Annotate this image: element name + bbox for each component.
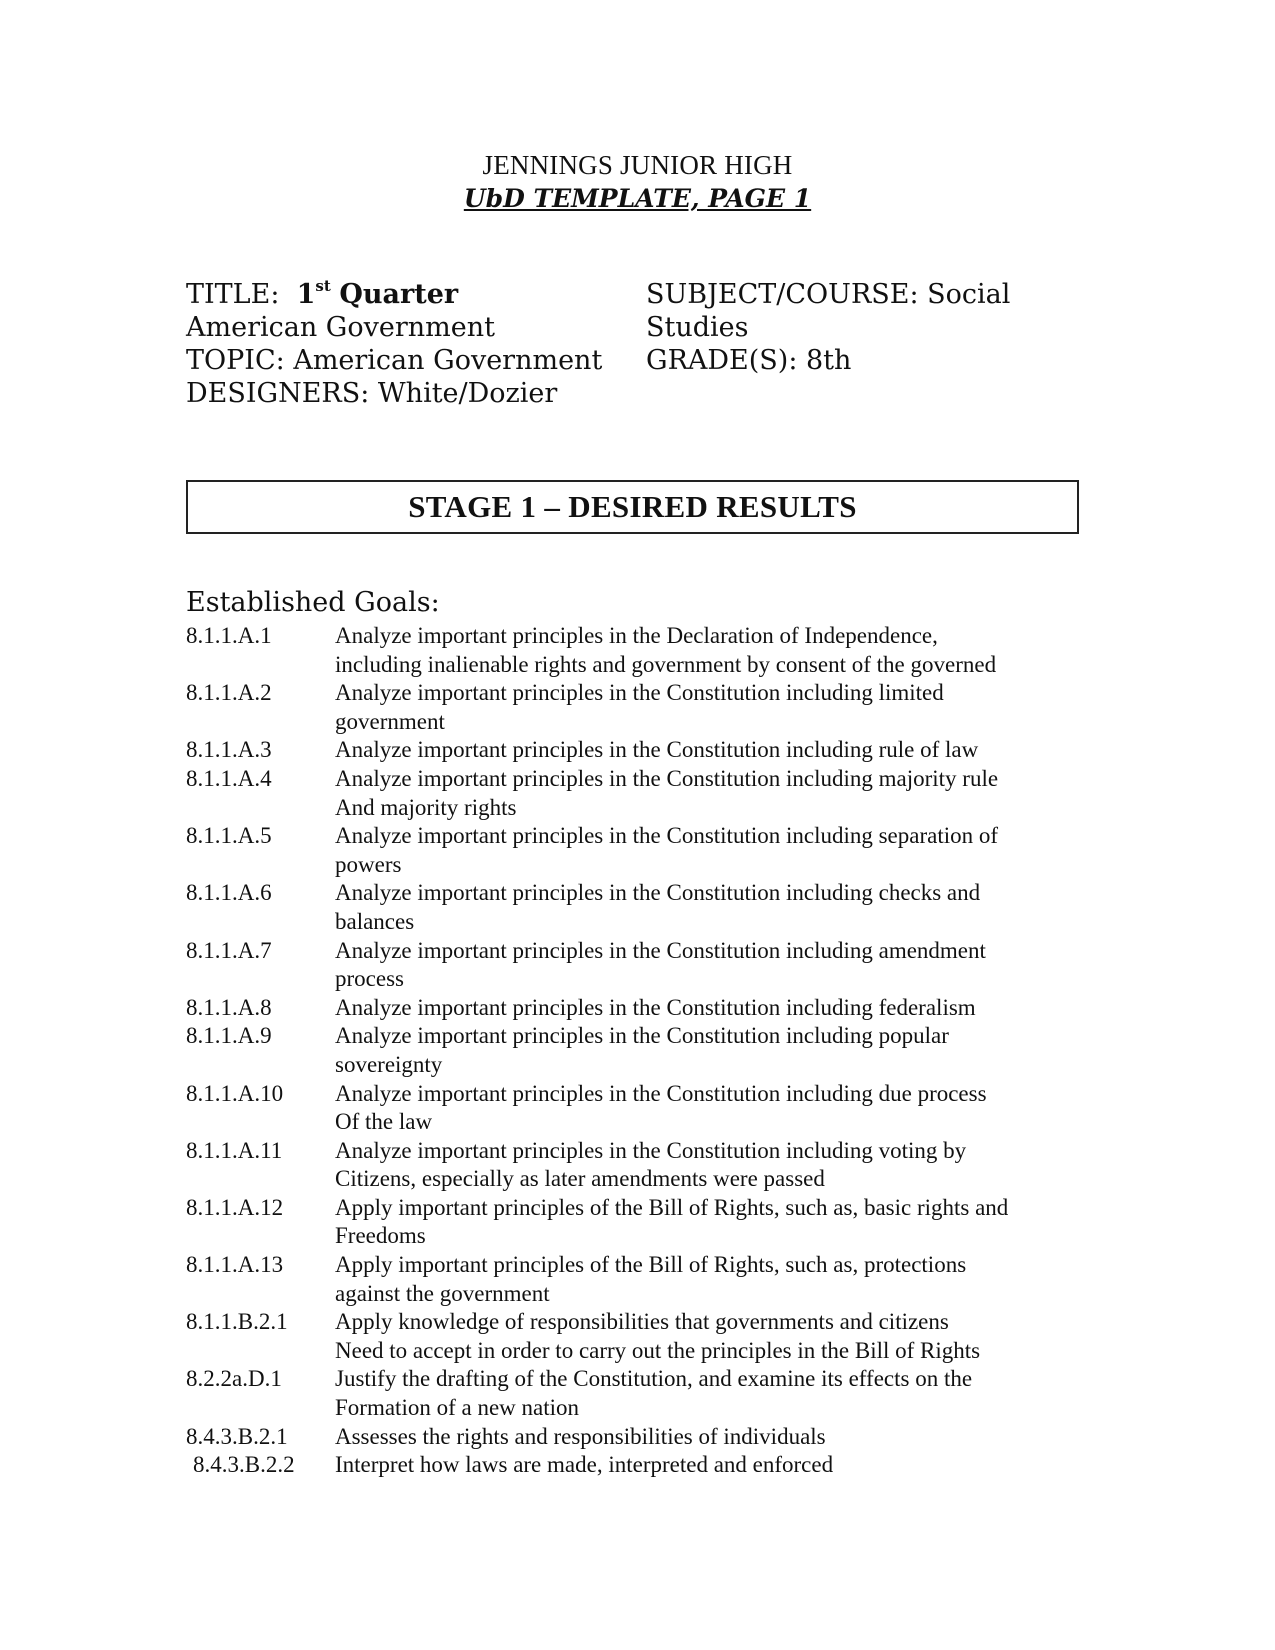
stage-title-box bbox=[186, 480, 1079, 534]
goal-text: Apply important principles of the Bill of Rights, such as, basic rights and Freedoms bbox=[335, 1194, 1009, 1249]
goal-item bbox=[186, 1365, 1086, 1422]
page-header bbox=[0, 148, 1275, 216]
title-label: TITLE: bbox=[186, 279, 280, 310]
goal-code: 8.1.1.A.1 bbox=[186, 623, 272, 648]
goal-item bbox=[186, 1251, 1086, 1308]
goal-code: 8.1.1.B.2.1 bbox=[186, 1309, 288, 1335]
goal-code: 8.1.1.A.10 bbox=[186, 1080, 284, 1106]
stage-title: STAGE 1 – DESIRED RESULTS bbox=[408, 489, 857, 524]
unit-info-left bbox=[186, 278, 626, 410]
goal-item bbox=[186, 1423, 1086, 1452]
goal-code: 8.1.1.A.4 bbox=[186, 765, 272, 791]
goal-item bbox=[186, 879, 1086, 936]
goal-code: 8.1.1.A.2 bbox=[186, 680, 272, 706]
goal-code: 8.1.1.A.13 bbox=[186, 1252, 284, 1278]
goal-text: Analyze important principles in the Constitution including popular sovereignty bbox=[335, 1023, 949, 1077]
unit-info-right bbox=[646, 278, 1046, 377]
goal-item bbox=[186, 1194, 1086, 1251]
subject-line-2: Studies bbox=[646, 312, 749, 343]
goal-item bbox=[186, 1308, 1086, 1365]
title-quarter-number: 1 bbox=[296, 279, 316, 310]
goal-text: Analyze important principles in the Constitution including separation of powers bbox=[335, 823, 999, 877]
goal-item bbox=[186, 994, 1086, 1023]
goal-item bbox=[186, 1137, 1086, 1194]
goal-item bbox=[186, 679, 1086, 736]
goal-text: Interpret how laws are made, interpreted and enforced bbox=[335, 1452, 834, 1478]
title-line bbox=[186, 278, 626, 311]
school-name: JENNINGS JUNIOR HIGH bbox=[482, 150, 793, 180]
title-line-2: American Government bbox=[186, 312, 495, 343]
title-quarter: Quarter bbox=[339, 279, 459, 310]
goal-item bbox=[186, 822, 1086, 879]
goal-code: 8.2.2a.D.1 bbox=[186, 1366, 282, 1392]
goal-text: Analyze important principles in the Constitution including rule of law bbox=[335, 737, 979, 763]
goals-heading: Established Goals: bbox=[186, 587, 440, 618]
goal-text: Analyze important principles in the Constitution including checks and balances bbox=[335, 880, 981, 934]
title-quarter-suffix: st bbox=[315, 277, 331, 295]
goal-item bbox=[186, 1080, 1086, 1137]
designers-line: DESIGNERS: White/Dozier bbox=[186, 378, 558, 409]
goal-text: Assesses the rights and responsibilities of individuals bbox=[335, 1423, 826, 1449]
goal-text: Analyze important principles in the Constitution including majority rule And majority rights bbox=[335, 765, 999, 820]
goal-text: Analyze important principles in the Constitution including voting by Citizens, especially as later amendments were passed bbox=[335, 1137, 967, 1192]
goal-code: 8.4.3.B.2.2 bbox=[193, 1452, 295, 1478]
goal-item bbox=[186, 1022, 1086, 1079]
goal-text: Analyze important principles in the Constitution including limited government bbox=[335, 680, 944, 734]
goal-code: 8.1.1.A.7 bbox=[186, 937, 272, 963]
goal-code: 8.1.1.A.9 bbox=[186, 1023, 272, 1049]
goal-code: 8.1.1.A.3 bbox=[186, 737, 272, 763]
goal-code: 8.1.1.A.6 bbox=[186, 880, 272, 906]
goal-item bbox=[186, 765, 1086, 822]
goal-text: Analyze important principles in the Constitution including due process Of the law bbox=[335, 1080, 987, 1135]
goal-item bbox=[186, 937, 1086, 994]
goal-code: 8.4.3.B.2.1 bbox=[186, 1423, 288, 1449]
topic-line: TOPIC: American Government bbox=[186, 345, 603, 376]
subject-line-1: SUBJECT/COURSE: Social bbox=[646, 279, 1011, 310]
goal-code: 8.1.1.A.12 bbox=[186, 1194, 284, 1220]
goal-text: Justify the drafting of the Constitution, and examine its effects on the Formation of a new nation bbox=[335, 1366, 973, 1421]
goal-code: 8.1.1.A.5 bbox=[186, 823, 272, 849]
goal-text: Analyze important principles in the Constitution including amendment process bbox=[335, 937, 986, 992]
goal-text: Apply knowledge of responsibilities that governments and citizens Need to accept in order to carry out the principles in the Bill of Rights bbox=[335, 1309, 981, 1363]
goal-item bbox=[186, 736, 1086, 765]
grades-line: GRADE(S): 8th bbox=[646, 345, 852, 376]
goal-text: Analyze important principles in the Constitution including federalism bbox=[335, 994, 976, 1020]
template-title: UbD TEMPLATE, PAGE 1 bbox=[463, 184, 812, 213]
goal-item bbox=[186, 1451, 1086, 1480]
goal-code: 8.1.1.A.11 bbox=[186, 1137, 283, 1163]
goals-list bbox=[186, 622, 1086, 1480]
goal-code: 8.1.1.A.8 bbox=[186, 994, 272, 1020]
goal-text: Apply important principles of the Bill of Rights, such as, protections against the government bbox=[335, 1252, 967, 1306]
goal-text: Analyze important principles in the Declaration of Independence, including inalienable rights and government by consent of the governed bbox=[335, 623, 997, 677]
goal-item bbox=[186, 622, 1086, 679]
